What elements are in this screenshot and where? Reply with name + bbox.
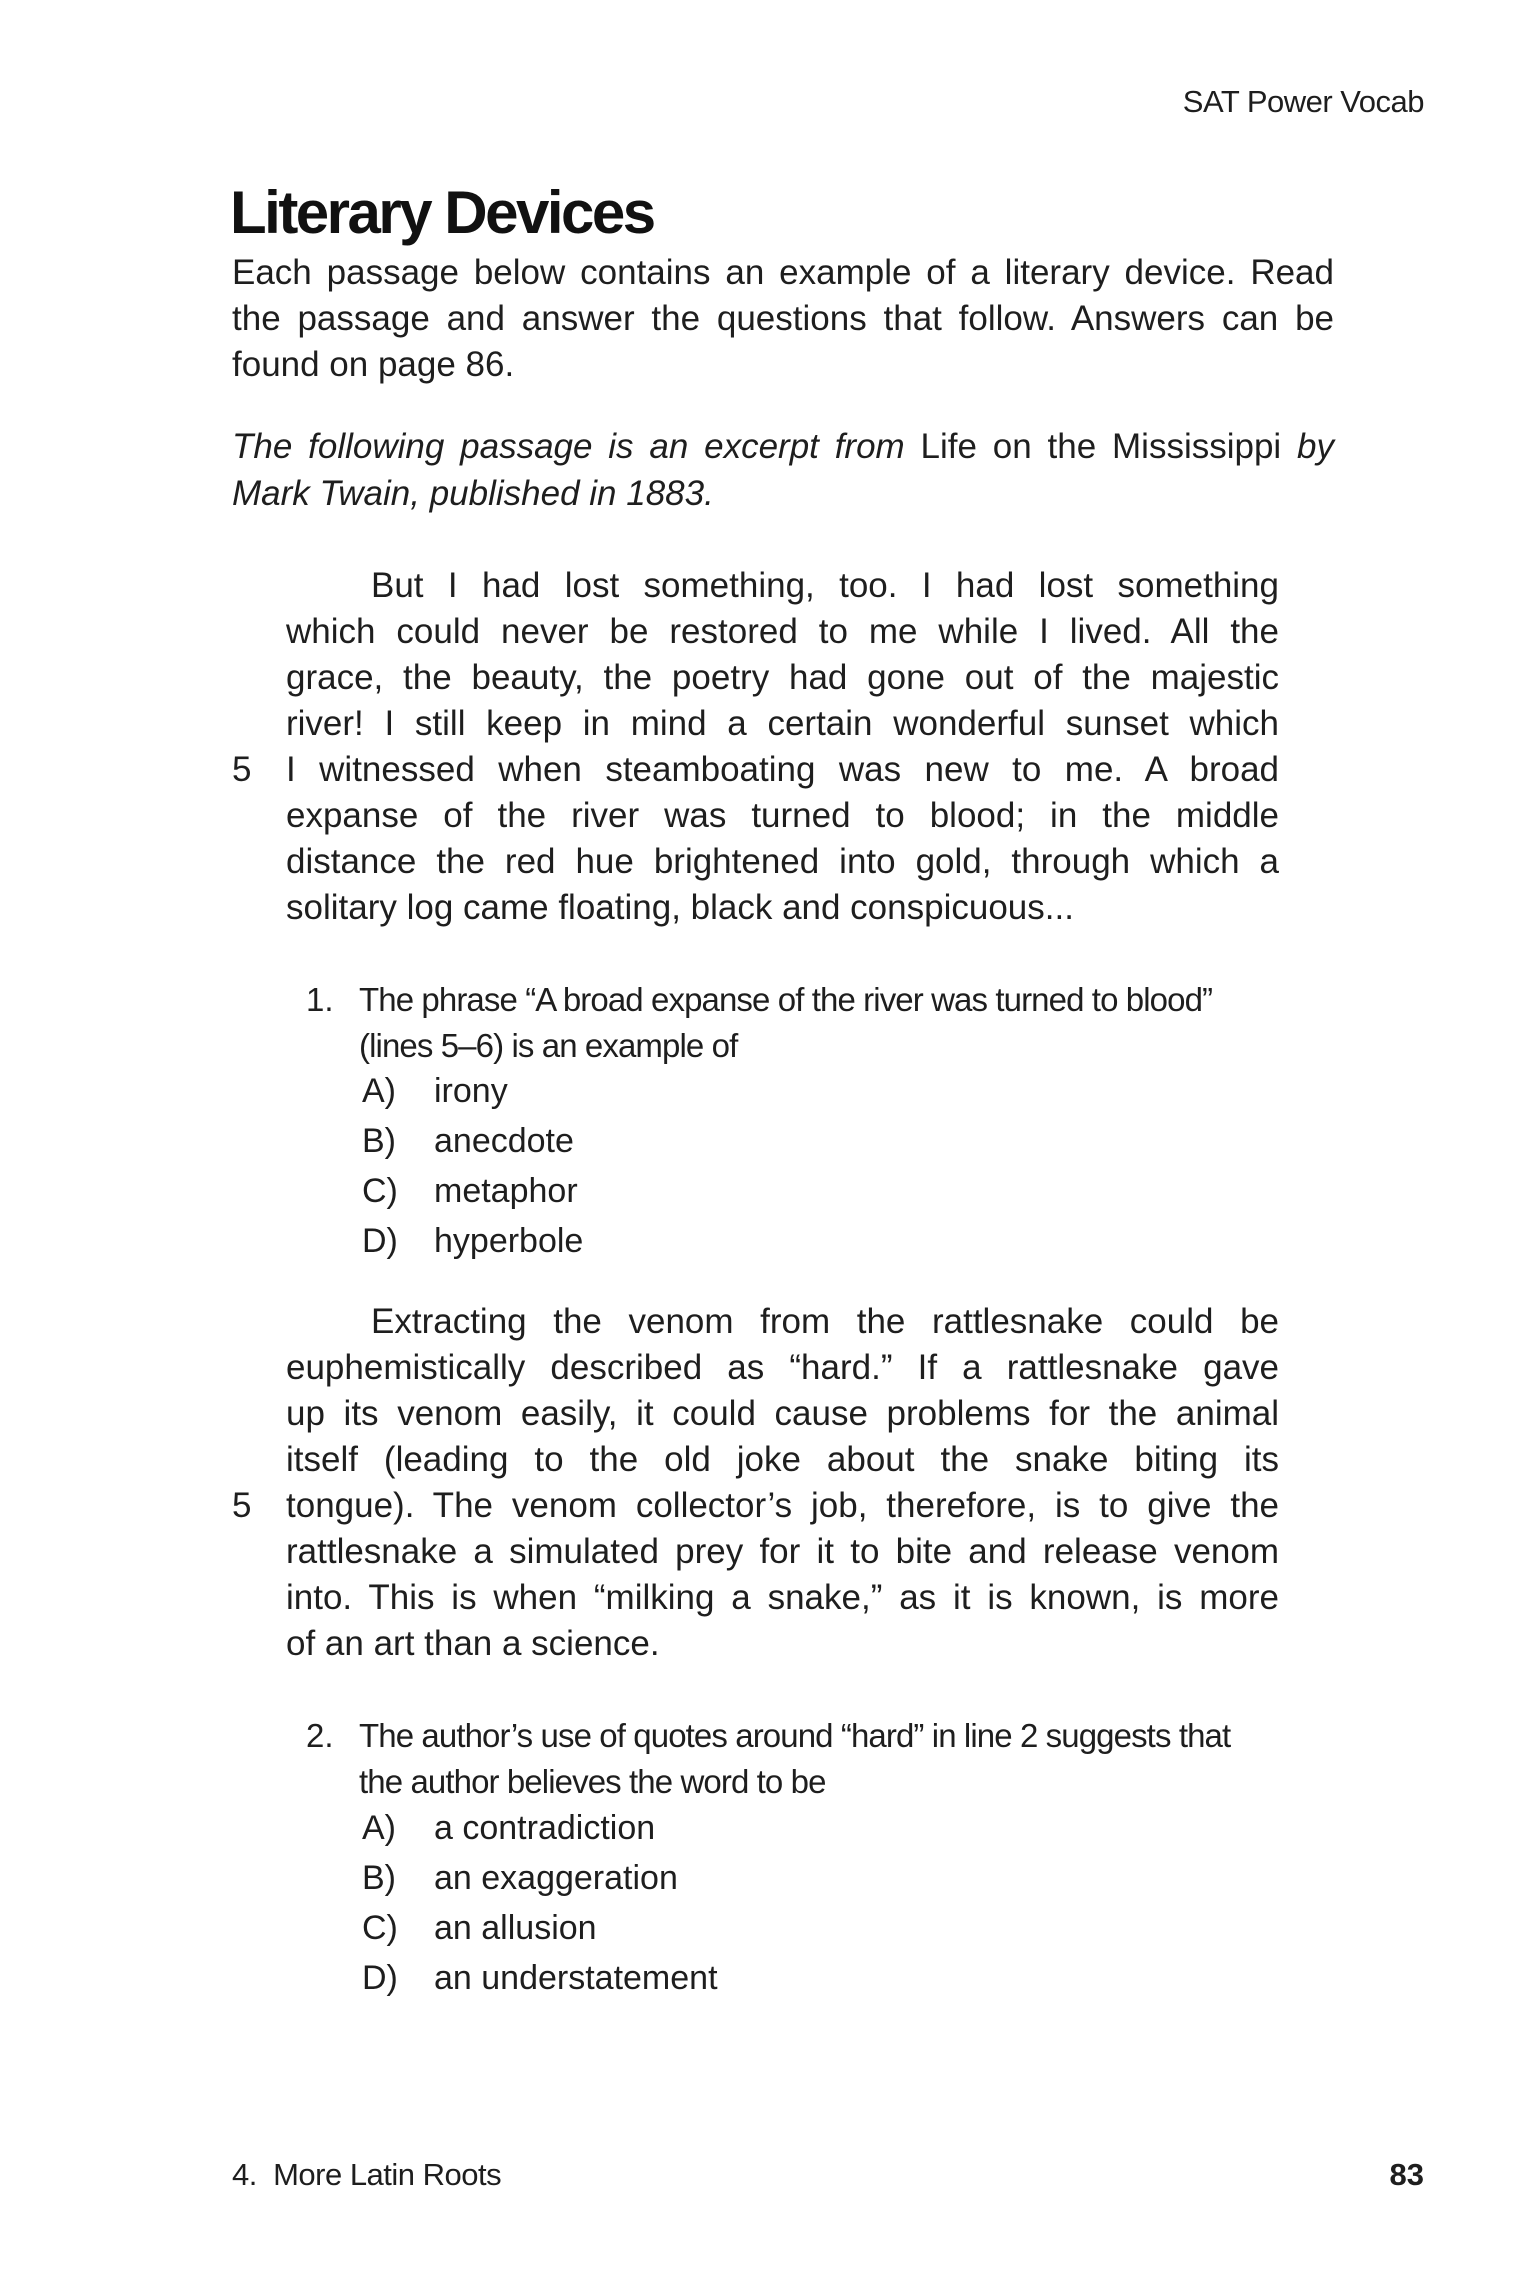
- source-italic: by: [1297, 427, 1334, 466]
- answer-option-b[interactable]: [362, 1116, 583, 1166]
- question-2-stem: [359, 1713, 1230, 1805]
- running-header: SAT Power Vocab: [1182, 84, 1424, 119]
- option-text: an understatement: [434, 1959, 718, 1997]
- question-number: 2.: [306, 1717, 334, 1754]
- passage-line: into. This is when “milking a snake,” as it is known, is more: [286, 1578, 1279, 1617]
- passage-line: itself (leading to the old joke about the snake biting its: [286, 1440, 1279, 1479]
- option-letter: B): [362, 1122, 396, 1160]
- answer-option-d[interactable]: [362, 1953, 718, 2003]
- source-italic: The following passage is an excerpt from: [232, 427, 905, 466]
- passage-line: of an art than a science.: [286, 1624, 660, 1663]
- passage-line: grace, the beauty, the poetry had gone out of the majestic: [286, 658, 1279, 697]
- passage-line: euphemistically described as “hard.” If a rattlesnake gave: [286, 1348, 1279, 1387]
- passage-line: which could never be restored to me while I lived. All the: [286, 612, 1279, 651]
- passage-line: solitary log came floating, black and conspicuous...: [286, 888, 1074, 927]
- question-1-stem: [359, 977, 1212, 1069]
- option-letter: A): [362, 1072, 396, 1110]
- instructions-line: Each passage below contains an example of a literary device. Read: [232, 253, 1334, 292]
- answer-option-a[interactable]: [362, 1803, 718, 1853]
- page-title: Literary Devices: [230, 179, 654, 246]
- passage-line: rattlesnake a simulated prey for it to bite and release venom: [286, 1532, 1279, 1571]
- passage-line: up its venom easily, it could cause problems for the animal: [286, 1394, 1279, 1433]
- question-line: the author believes the word to be: [359, 1763, 826, 1800]
- passage-line: I witnessed when steamboating was new to me. A broad: [286, 750, 1279, 789]
- option-text: metaphor: [434, 1172, 578, 1210]
- footer-chapter: 4. More Latin Roots: [232, 2157, 502, 2192]
- line-number: 5: [232, 750, 252, 789]
- source-line: [232, 423, 1334, 470]
- passage-line: river! I still keep in mind a certain wonderful sunset which: [286, 704, 1279, 743]
- question-line: (lines 5–6) is an example of: [359, 1027, 738, 1064]
- instructions: [232, 250, 1334, 388]
- answer-option-c[interactable]: [362, 1166, 583, 1216]
- passage-line: Extracting the venom from the rattlesnake could be: [371, 1302, 1279, 1341]
- option-letter: D): [362, 1222, 398, 1260]
- line-number: 5: [232, 1486, 252, 1525]
- question-1-options: [362, 1066, 583, 1266]
- passage-line: distance the red hue brightened into gold, through which a: [286, 842, 1279, 881]
- answer-option-c[interactable]: [362, 1903, 718, 1953]
- answer-option-d[interactable]: [362, 1216, 583, 1266]
- option-text: hyperbole: [434, 1222, 584, 1260]
- passage-1: [286, 563, 1279, 931]
- question-line: The phrase “A broad expanse of the river was turned to blood”: [359, 981, 1213, 1018]
- option-letter: C): [362, 1172, 398, 1210]
- source-line: [232, 470, 1334, 517]
- option-text: an allusion: [434, 1909, 597, 1947]
- instructions-line: the passage and answer the questions that follow. Answers can be: [232, 299, 1334, 338]
- question-2-options: [362, 1803, 718, 2003]
- option-letter: A): [362, 1809, 396, 1847]
- passage-line: tongue). The venom collector’s job, therefore, is to give the: [286, 1486, 1279, 1525]
- passage-line: expanse of the river was turned to blood; in the middle: [286, 796, 1279, 835]
- option-letter: B): [362, 1859, 396, 1897]
- question-line: The author’s use of quotes around “hard” in line 2 suggests that: [359, 1717, 1231, 1754]
- source-italic: Mark Twain, published in 1883.: [232, 474, 714, 513]
- question-number: 1.: [306, 981, 334, 1018]
- passage-2: [286, 1299, 1279, 1667]
- instructions-line: found on page 86.: [232, 345, 515, 384]
- passage-source: [232, 423, 1334, 517]
- answer-option-b[interactable]: [362, 1853, 718, 1903]
- option-text: anecdote: [434, 1122, 574, 1160]
- passage-line: But I had lost something, too. I had lost something: [371, 566, 1279, 605]
- option-text: irony: [434, 1072, 508, 1110]
- option-text: an exaggeration: [434, 1859, 678, 1897]
- answer-option-a[interactable]: [362, 1066, 583, 1116]
- work-title: Life on the Mississippi: [920, 427, 1282, 466]
- option-text: a contradiction: [434, 1809, 656, 1847]
- option-letter: D): [362, 1959, 398, 1997]
- option-letter: C): [362, 1909, 398, 1947]
- page-number: 83: [1389, 2157, 1424, 2192]
